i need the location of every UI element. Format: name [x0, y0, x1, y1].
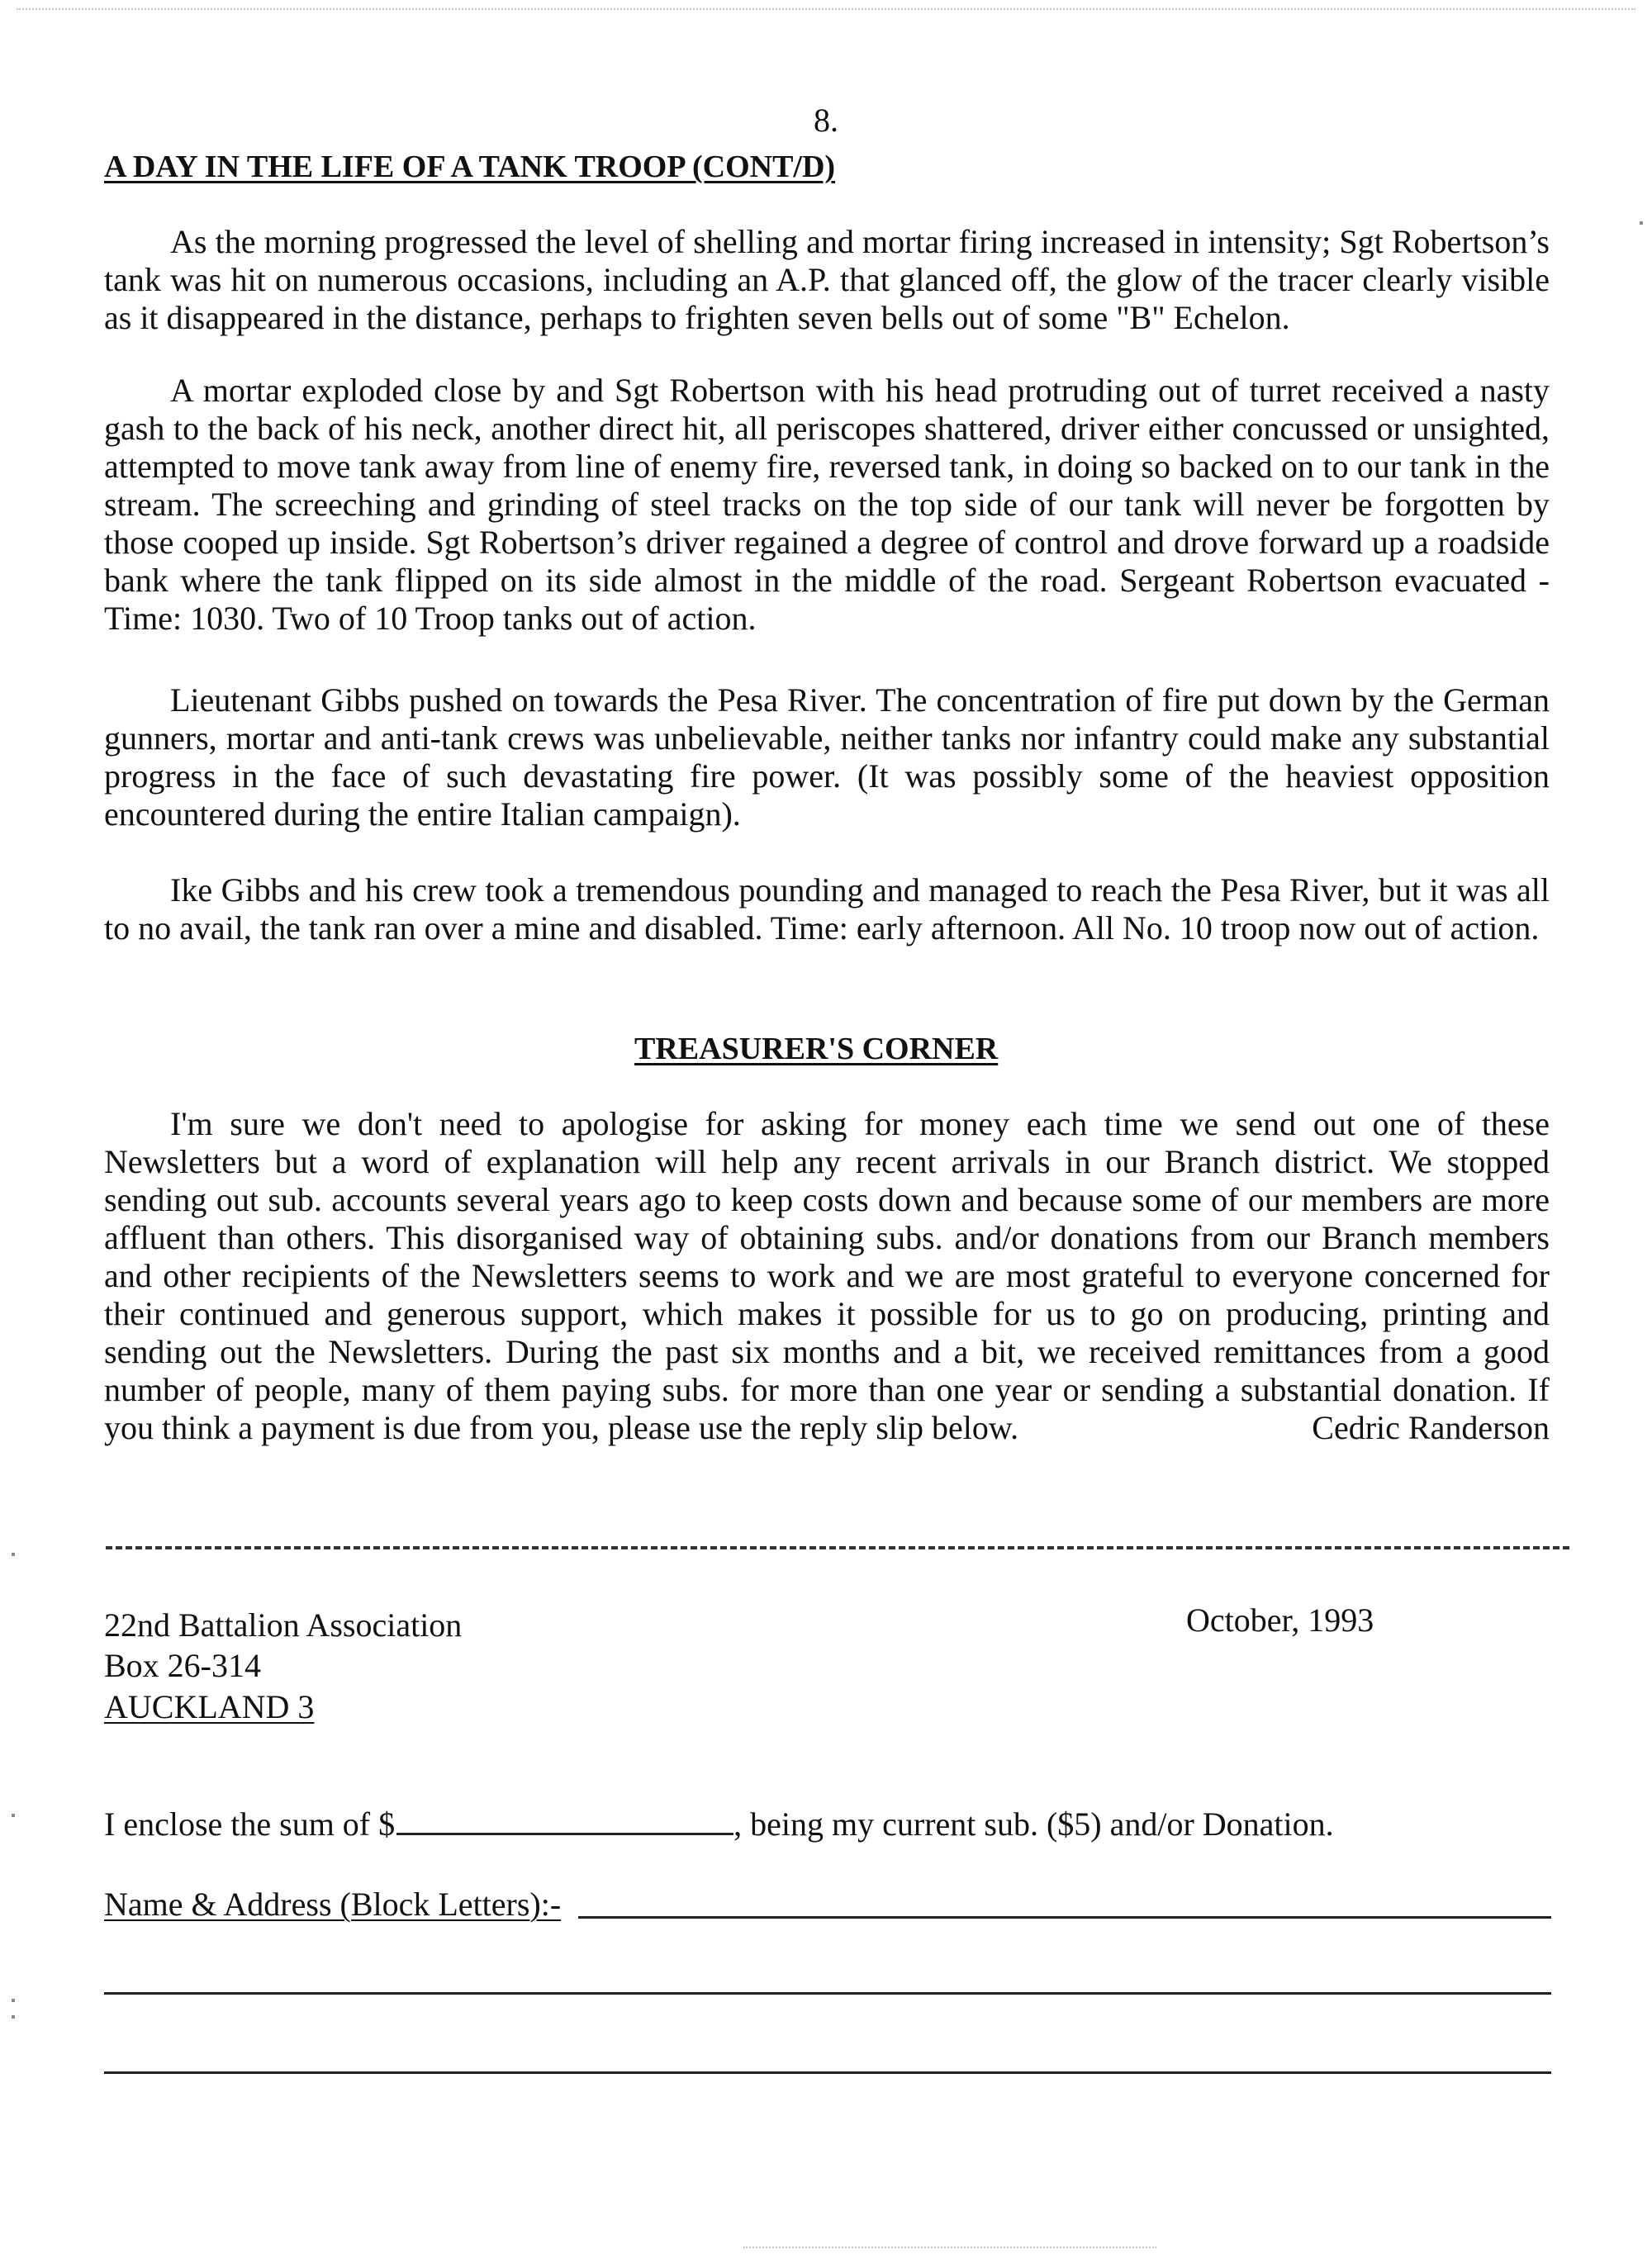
org-city: AUCKLAND 3 — [104, 1688, 315, 1725]
name-address-line-2[interactable] — [104, 1992, 1551, 1995]
name-address-line-3[interactable] — [104, 2071, 1551, 2074]
org-name: 22nd Battalion Association — [104, 1606, 463, 1644]
tear-off-line — [106, 1546, 1569, 1549]
scan-speck — [12, 2015, 15, 2019]
name-address-label: Name & Address (Block Letters):- — [104, 1886, 562, 1923]
scan-speck — [12, 1814, 15, 1817]
article-paragraph-1: As the morning progressed the level of shelling and mortar firing increased in intensity; Sgt Robertson’s tank was hit on numerous occasions, including an A.P. that glanced off, the glow of the tracer clearly visible as it disappeared in the distance, perhaps to frighten seven bells out of some "B" Echelon. — [104, 223, 1550, 336]
scan-bottom-edge — [743, 2247, 1156, 2248]
page-number: 8. — [814, 102, 838, 139]
scan-speck — [12, 1999, 15, 2002]
treasurer-title: TREASURER'S CORNER — [634, 1032, 999, 1066]
slip-date: October, 1993 — [1186, 1601, 1374, 1639]
article-title: A DAY IN THE LIFE OF A TANK TROOP (CONT/D) — [104, 149, 836, 184]
article-paragraph-2: A mortar exploded close by and Sgt Robertson with his head protruding out of turret received a nasty gash to the back of his neck, another direct hit, all periscopes shattered, driver either concussed or unsighted, attempted to move tank away from line of enemy fire, reversed tank, in doing so backed on to our tank in the stream. The screeching and grinding of steel tracks on the top side of our tank will never be forgotten by those cooped up inside. Sgt Robertson’s driver regained a degree of control and drove forward up a roadside bank where the tank flipped on its side almost in the middle of the road. Sergeant Robertson evacuated - Time: 1030. Two of 10 Troop tanks out of action. — [104, 372, 1550, 637]
amount-field[interactable] — [396, 1803, 733, 1835]
org-box: Box 26-314 — [104, 1647, 261, 1684]
scan-speck — [1640, 221, 1643, 225]
signature: Cedric Randerson — [1312, 1409, 1550, 1446]
treasurer-body: I'm sure we don't need to apologise for asking for money each time we send out one of these Newsletters but a word of explanation will help any recent arrivals in our Branch district. We stopped sending out sub. accounts several years ago to keep costs down and because some of our members are more affluent than others. This disorganised way of obtaining subs. and/or donations from our Branch members and other recipients of the Newsletters seems to work and we are most grateful to everyone concerned for their continued and generous support, which makes it possible for us to go on producing, printing and sending out the Newsletters. During the past six months and a bit, we received remittances from a good number of people, many of them paying subs. for more than one year or sending a substantial donation. If you think a payment is due from you, please use the reply slip below. — [104, 1105, 1550, 1446]
enclose-prefix: I enclose the sum of $ — [104, 1805, 396, 1843]
treasurer-paragraph — [104, 1105, 1550, 1447]
enclose-suffix: , being my current sub. ($5) and/or Donation. — [733, 1805, 1334, 1843]
article-paragraph-4: Ike Gibbs and his crew took a tremendous pounding and managed to reach the Pesa River, but it was all to no avail, the tank ran over a mine and disabled. Time: early afternoon. All No. 10 troop now out of action. — [104, 871, 1550, 947]
article-paragraph-3: Lieutenant Gibbs pushed on towards the Pesa River. The concentration of fire put down by the German gunners, mortar and anti-tank crews was unbelievable, neither tanks nor infantry could make any substantial progress in the face of such devastating fire power. (It was possibly some of the heaviest opposition encountered during the entire Italian campaign). — [104, 681, 1550, 833]
name-address-line-1[interactable] — [578, 1916, 1551, 1919]
scan-speck — [12, 1553, 15, 1556]
enclose-line — [104, 1803, 1334, 1843]
scan-top-edge — [17, 8, 1635, 10]
